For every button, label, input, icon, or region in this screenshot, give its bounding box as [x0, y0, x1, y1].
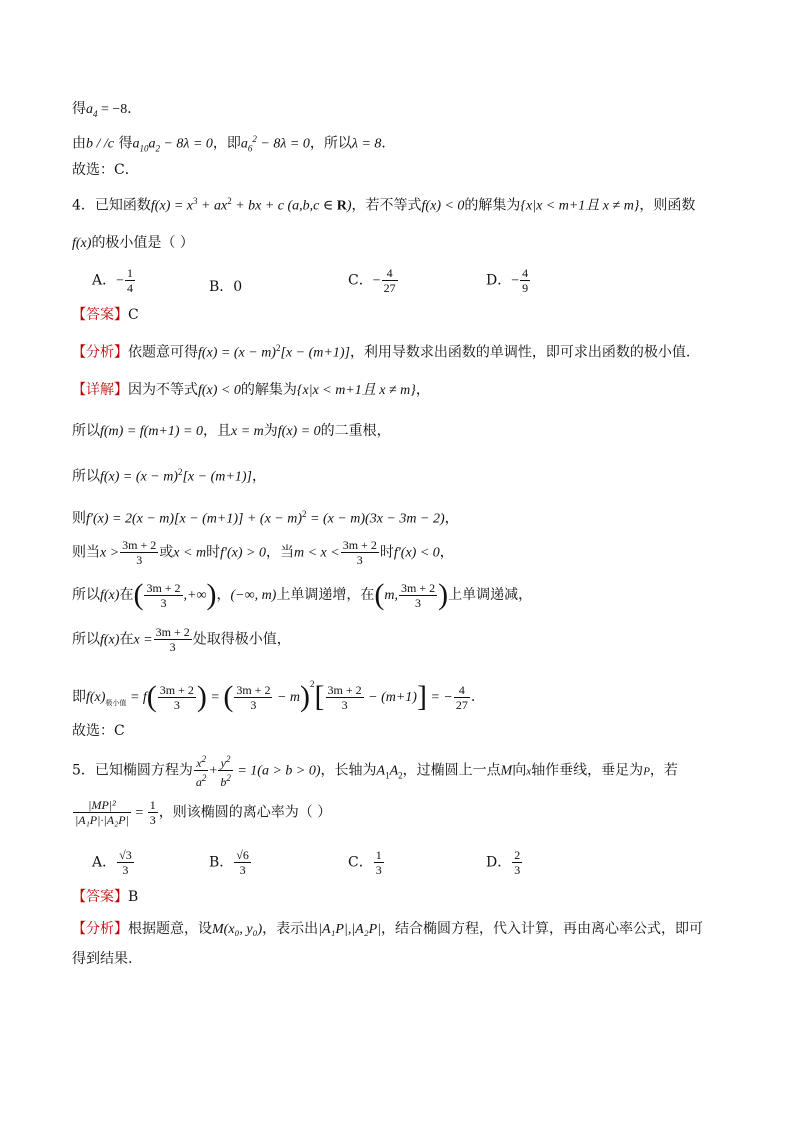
text: 处取得极小值，: [192, 631, 291, 648]
math: −: [116, 273, 125, 289]
math: f(m) = f(m+1) = 0: [100, 424, 203, 439]
text: ，所以: [309, 135, 352, 152]
subscript: 10: [139, 143, 149, 154]
numerator: |MP|²: [73, 798, 131, 813]
denominator: 3: [341, 697, 348, 712]
math: x < m: [173, 545, 207, 561]
denominator: 3: [356, 553, 363, 567]
math: f′(x) < 0: [393, 545, 440, 561]
option-label: A．: [92, 854, 117, 871]
math: ): [346, 198, 352, 214]
math: (−∞, m): [230, 588, 277, 603]
denominator: 3: [415, 595, 422, 610]
q4-analysis: [72, 339, 690, 363]
q4-detail-7: [72, 625, 291, 654]
math-reals: R: [336, 198, 347, 214]
q4-option-d: [486, 266, 531, 295]
text: ，若: [649, 762, 678, 779]
text: 故选：C: [72, 723, 125, 739]
denominator: 3: [136, 553, 143, 567]
superscript: 2: [310, 679, 315, 689]
text: ，: [251, 468, 266, 485]
math: − (m+1): [364, 690, 417, 705]
q5-analysis-2: [72, 950, 132, 968]
text: ，则该椭圆的离心率为（ ）: [158, 804, 332, 821]
fraction: [218, 752, 233, 789]
option-label: D．: [486, 854, 512, 871]
text: 的解集为: [240, 382, 297, 398]
math: = (x − m)(3x − 3m − 2): [306, 511, 445, 527]
fraction: [234, 683, 272, 712]
analysis-tag: 【分析】: [72, 921, 128, 937]
superscript: 2: [252, 134, 257, 144]
numerator: 3m + 2: [327, 682, 362, 697]
text: 即: [72, 689, 86, 705]
q4-detail-4: [72, 505, 459, 529]
fraction: [154, 625, 192, 654]
math: {x|x < m+1且 x ≠ m}: [296, 383, 416, 398]
q4-detail-5: [72, 538, 454, 567]
text: 向: [512, 762, 527, 779]
text: 为: [263, 423, 278, 439]
math: {x|x < m+1且 x ≠ m}: [520, 198, 640, 214]
option-label: A．: [92, 272, 117, 289]
denominator: 3: [514, 863, 521, 877]
math: = 1(a > b > 0): [233, 763, 321, 779]
math: −: [372, 273, 381, 289]
numerator: $x^2$: [194, 752, 209, 771]
math: M(x₀, y₀): [212, 922, 263, 937]
math: a: [195, 775, 202, 789]
fraction: [125, 266, 135, 295]
text: 的二重根，: [320, 423, 391, 439]
math: a: [148, 136, 156, 152]
math-eq: = −8: [97, 102, 128, 117]
fraction: [399, 581, 437, 610]
paren: (: [133, 578, 144, 611]
fraction: [194, 752, 209, 789]
q4-stem-2: [72, 234, 194, 253]
q5-option-b: [209, 848, 252, 877]
math: M: [500, 763, 513, 779]
fraction: [512, 848, 522, 877]
math: =: [206, 690, 224, 705]
paren: ): [300, 680, 311, 713]
q4-detail-6: [72, 580, 532, 610]
text: 在: [119, 587, 134, 603]
text: 时: [379, 544, 394, 561]
text: ，利用导数求出函数的单调性，即可求出函数的极小值.: [349, 344, 691, 361]
answer-value: B: [128, 889, 139, 905]
q5-option-a: [92, 848, 135, 877]
text: ，则函数: [639, 197, 696, 214]
math: A: [389, 763, 399, 779]
denominator: 4: [127, 281, 134, 295]
paren: ): [206, 578, 217, 611]
text: 则: [72, 510, 86, 527]
option-label: B．0: [209, 279, 243, 295]
fraction: [120, 538, 158, 567]
math: x >: [100, 545, 120, 561]
math: + bx + c (a,b,c ∈: [231, 198, 337, 214]
math: − m: [273, 690, 301, 705]
question-number: 4．已知函数: [72, 197, 151, 214]
bracket: [: [314, 680, 325, 713]
q5-stem-2: [72, 798, 331, 827]
text: 时: [206, 544, 221, 561]
text: ，即: [212, 135, 241, 152]
numerator: 3m + 2: [155, 625, 190, 639]
math-parallel: b / /c: [86, 136, 114, 152]
fraction: [382, 266, 398, 295]
text: 所以: [72, 631, 100, 648]
math: f′(x) = 2(x − m)[x − (m+1)] + (x − m): [86, 511, 303, 527]
math: x: [526, 765, 532, 778]
math: b: [220, 775, 227, 789]
denominator: 3: [169, 640, 176, 654]
numerator: 1: [127, 266, 134, 280]
numerator: 3m + 2: [236, 682, 271, 697]
text: 故选：C．: [72, 162, 139, 178]
text: 或: [159, 544, 174, 561]
text: ，: [415, 382, 430, 398]
math: P: [643, 765, 650, 778]
math: −: [511, 273, 520, 289]
text: 则当: [72, 544, 100, 561]
numerator: 3m + 2: [159, 682, 194, 697]
math: − 8λ = 0: [256, 136, 310, 152]
detail-tag: 【详解】: [72, 382, 128, 398]
fraction: [234, 848, 251, 877]
subscript: 4: [93, 108, 98, 119]
option-label: D．: [486, 272, 512, 289]
text: ，: [216, 587, 231, 603]
math: f(x): [100, 632, 120, 648]
q4-stem: [72, 192, 695, 216]
math: x: [196, 756, 202, 770]
text: 上单调递减，: [448, 587, 533, 603]
text: ．: [127, 101, 142, 117]
text: 在: [119, 631, 134, 648]
text: 得: [72, 101, 86, 117]
math: a: [240, 136, 248, 152]
math: x =: [133, 632, 153, 648]
text: ，过椭圆上一点: [402, 762, 501, 779]
choose-line-q3: [72, 161, 139, 179]
denominator: 3: [375, 863, 382, 877]
text: 得: [114, 135, 133, 152]
q4-detail-2: [72, 422, 391, 441]
superscript: 2: [177, 467, 183, 477]
q5-option-d: [486, 848, 523, 877]
question-number: 5．已知椭圆方程为: [72, 762, 193, 779]
q4-detail-3: [72, 463, 266, 487]
q4-detail-8: [72, 675, 475, 712]
text: ．: [381, 135, 396, 152]
fraction: [158, 683, 196, 712]
denominator: 3: [122, 863, 129, 877]
numerator: 2: [514, 848, 521, 862]
math: f(x) = (x − m): [198, 345, 276, 361]
math: ,+∞: [183, 588, 207, 603]
text: ，表示出: [262, 921, 319, 937]
denominator: $b^2$: [220, 773, 231, 789]
math: m < x <: [294, 545, 340, 561]
math: = f: [126, 690, 147, 705]
numerator: 1: [149, 798, 156, 812]
solution-line-1: [72, 100, 141, 123]
numerator: 3m + 2: [342, 538, 377, 552]
answer-value: C: [128, 307, 139, 323]
denominator: 3: [173, 697, 180, 712]
choose-line-q4: [72, 722, 125, 740]
q4-option-a: [92, 266, 136, 295]
text: 上单调递增，在: [276, 587, 375, 603]
text: ，: [439, 544, 454, 561]
subscript: 极小值: [105, 698, 127, 707]
q4-option-c: [348, 266, 399, 295]
text: ，当: [266, 544, 294, 561]
denominator: $a^2$: [195, 773, 207, 789]
numerator: 3m + 2: [400, 580, 436, 595]
superscript: 2: [302, 509, 307, 519]
text: ，长轴为: [320, 762, 377, 779]
math: A: [376, 763, 386, 779]
math: f(x) < 0: [421, 198, 465, 214]
subscript: 2: [155, 143, 160, 154]
denominator: 9: [522, 281, 529, 295]
text: 由: [72, 135, 86, 152]
math: f(x): [100, 588, 120, 603]
math: a: [132, 136, 140, 152]
option-label: C．: [348, 272, 373, 289]
text: ，: [444, 510, 459, 527]
numerator: 3m + 2: [146, 580, 181, 595]
denominator: 3: [239, 863, 246, 877]
fraction: [148, 798, 158, 827]
text: 依题意可得: [128, 344, 198, 361]
fraction: [454, 683, 470, 712]
text: ，若不等式: [351, 197, 422, 214]
text: 因为不等式: [128, 382, 198, 398]
q4-answer: [72, 306, 139, 324]
answer-tag: 【答案】: [72, 307, 128, 323]
superscript: 2: [275, 343, 281, 353]
text: 的解集为: [464, 197, 521, 214]
denominator: 27: [383, 281, 396, 295]
paren: (: [223, 680, 234, 713]
denominator: 3: [160, 595, 167, 610]
denominator: |A₁P|·|A₂P|: [75, 813, 129, 827]
fraction: [326, 683, 364, 712]
text: .: [470, 689, 476, 705]
subscript: 1: [385, 770, 390, 781]
option-label: B．: [209, 854, 234, 871]
math: + ax: [197, 198, 228, 214]
paren: (: [146, 680, 157, 713]
paren: ): [438, 578, 449, 611]
numerator: 4: [454, 683, 470, 698]
solution-line-2: [72, 130, 395, 157]
text: 的极小值是（ ）: [91, 235, 194, 251]
numerator: √6: [236, 848, 249, 862]
paren: (: [374, 578, 385, 611]
text: 所以: [72, 423, 100, 439]
text: ，且: [203, 423, 231, 439]
text: 根据题意，设: [128, 921, 212, 937]
subscript: 2: [398, 770, 403, 781]
math: x = m: [231, 424, 264, 439]
superscript: 3: [193, 196, 198, 206]
fraction: [520, 266, 530, 295]
bracket: ]: [416, 680, 427, 713]
q5-option-c: [348, 848, 385, 877]
math: =: [131, 805, 147, 821]
numerator: 3m + 2: [122, 538, 157, 552]
fraction: [117, 848, 134, 877]
numerator: 1: [375, 848, 382, 862]
denominator: 3: [250, 697, 257, 712]
fraction: [144, 581, 182, 610]
numerator: 4: [382, 266, 398, 281]
math: m,: [384, 588, 398, 603]
math: y: [220, 756, 226, 770]
text: ，结合椭圆方程，代入计算，再由离心率公式，即可: [381, 921, 703, 937]
q5-analysis: [72, 920, 703, 939]
superscript: 2: [227, 196, 232, 206]
math: λ = 8: [351, 136, 382, 152]
math-a: a: [86, 102, 93, 117]
fraction: [73, 798, 131, 827]
math: [x − (m+1)]: [182, 469, 252, 485]
q4-option-b: [209, 276, 242, 296]
text: 所以: [72, 468, 100, 485]
answer-tag: 【答案】: [72, 889, 128, 905]
math: |A₁P|,|A₂P|: [318, 922, 381, 937]
numerator: 4: [522, 266, 529, 280]
analysis-tag: 【分析】: [72, 344, 128, 361]
q5-answer: [72, 888, 138, 906]
q5-stem: 5．已知椭圆方程为 $\frac{x^2}{a^2}$ + $\frac{y^2}{b^2}$ = 1(a > b > 0)，长轴为$A_1A_2$，过椭圆上一点M向x轴作垂线，垂足为P，若: [72, 754, 678, 789]
option-label: C．: [348, 854, 373, 871]
subscript: 6: [247, 143, 253, 154]
math: f(x): [72, 236, 92, 251]
paren: ): [196, 680, 207, 713]
math: f(x): [86, 690, 106, 705]
denominator: 3: [149, 813, 156, 827]
math: f′(x) > 0: [220, 545, 266, 561]
math: f(x) = (x − m): [100, 469, 178, 485]
fraction: [374, 848, 384, 877]
math: − 8λ = 0: [159, 136, 213, 152]
text: 得到结果.: [72, 951, 133, 967]
numerator: $y^2$: [218, 752, 233, 771]
math: f(x) = 0: [277, 424, 321, 439]
math: [x − (m+1)]: [280, 345, 350, 361]
fraction: [341, 538, 379, 567]
math: = −: [426, 690, 453, 705]
numerator: √3: [119, 848, 132, 862]
text: 所以: [72, 587, 100, 603]
math: f(x) = x: [150, 198, 194, 214]
denominator: 27: [455, 697, 468, 712]
math: f(x) < 0: [198, 383, 241, 398]
text: 轴作垂线，垂足为: [531, 762, 644, 779]
q4-detail-1: [72, 381, 430, 400]
